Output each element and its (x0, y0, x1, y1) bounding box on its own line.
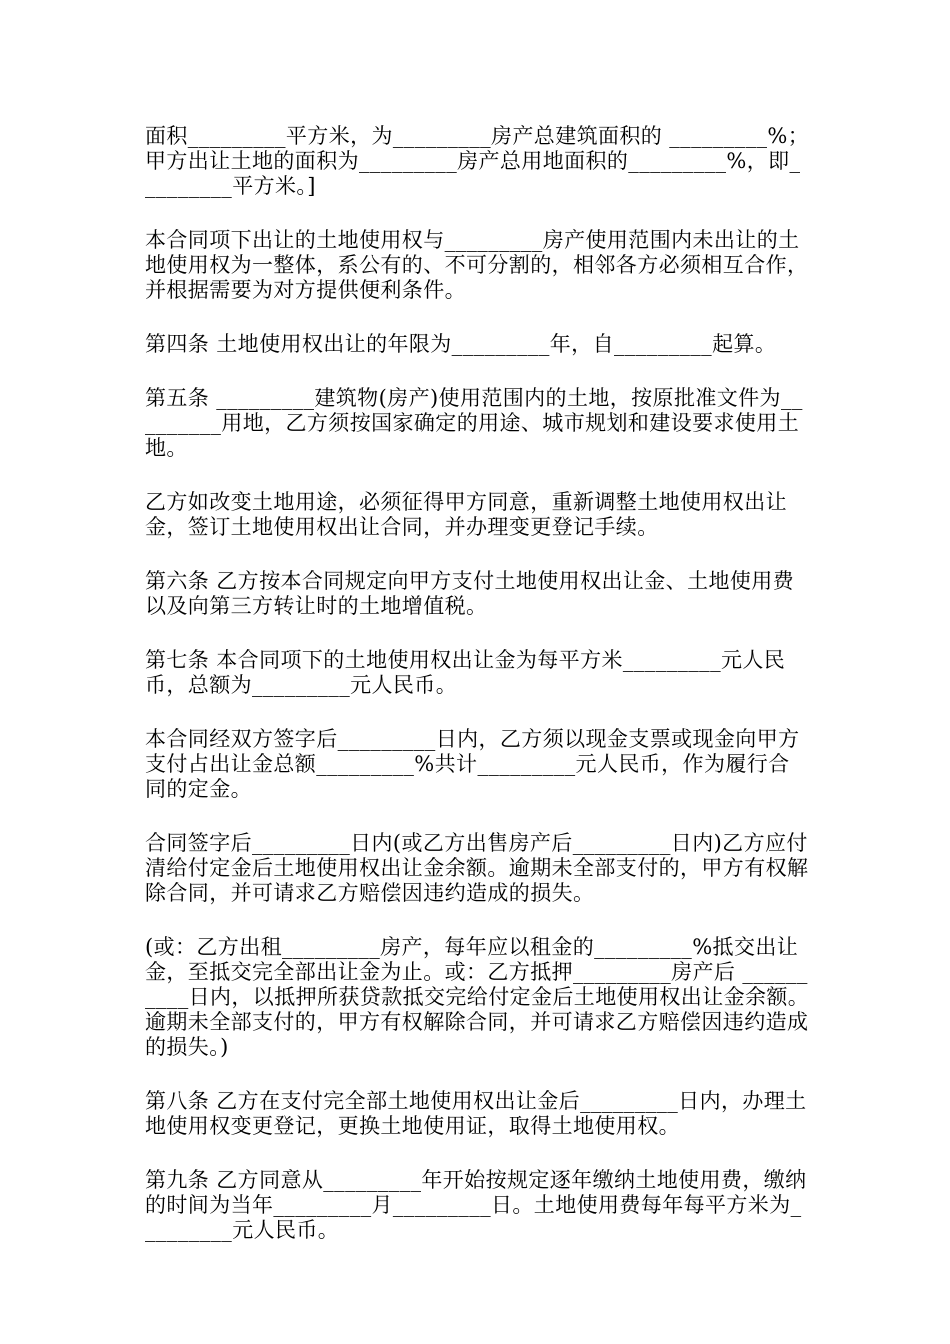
paragraph-area-ratio: 面积_________平方米，为_________房产总建筑面积的 _________%；甲方出让土地的面积为_________房产总用地面积的_________%，即_________平方米。] (145, 124, 810, 198)
paragraph-change-of-use: 乙方如改变土地用途，必须征得甲方同意，重新调整土地使用权出让金，签订土地使用权出让合同，并办理变更登记手续。 (145, 490, 787, 539)
paragraph-land-use-integrity: 本合同项下出让的土地使用权与_________房产使用范围内未出让的土地使用权为一整体，系公有的、不可分割的，相邻各方必须相互合作，并根据需要为对方提供便利条件。 (145, 228, 809, 302)
paragraph-article-8: 第八条 乙方在支付完全部土地使用权出让金后_________日内，办理土地使用权变更登记，更换土地使用证，取得土地使用权。 (145, 1089, 807, 1138)
paragraph-deposit: 本合同经双方签字后_________日内，乙方须以现金支票或现金向甲方支付占出让金总额_________%共计_________元人民币，作为履行合同的定金。 (145, 727, 800, 801)
paragraph-article-7: 第七条 本合同项下的土地使用权出让金为每平方米_________元人民币，总额为_________元人民币。 (145, 648, 786, 697)
paragraph-balance-payment: 合同签字后_________日内(或乙方出售房产后_________日内)乙方应付清给付定金后土地使用权出让金余额。逾期未全部支付的，甲方有权解除合同，并可请求乙方赔偿因违约造成的损失。 (145, 831, 809, 905)
paragraph-article-9: 第九条 乙方同意从_________年开始按规定逐年缴纳土地使用费，缴纳的时间为当年_________月_________日。土地使用费每年每平方米为_________元人民币。 (145, 1168, 807, 1242)
paragraph-alternative-payment: (或：乙方出租_________房产，每年应以租金的_________%抵交出让金，至抵交完全部出让金为止。或：乙方抵押_________房产后 __________日内，以抵押所获贷款抵交完给付定金后土地使用权出让金余额。逾期未全部支付的，甲方有权解除合同，并可请求乙方赔偿因违约造成的损失。) (145, 935, 810, 1059)
paragraph-article-4: 第四条 土地使用权出让的年限为_________年，自_________起算。 (145, 332, 777, 356)
paragraph-article-6: 第六条 乙方按本合同规定向甲方支付土地使用权出让金、土地使用费以及向第三方转让时的土地增值税。 (145, 569, 795, 618)
document-body (145, 124, 810, 1272)
paragraph-article-5: 第五条 _________建筑物(房产)使用范围内的土地，按原批准文件为_________用地，乙方须按国家确定的用途、城市规划和建设要求使用土地。 (145, 386, 803, 460)
